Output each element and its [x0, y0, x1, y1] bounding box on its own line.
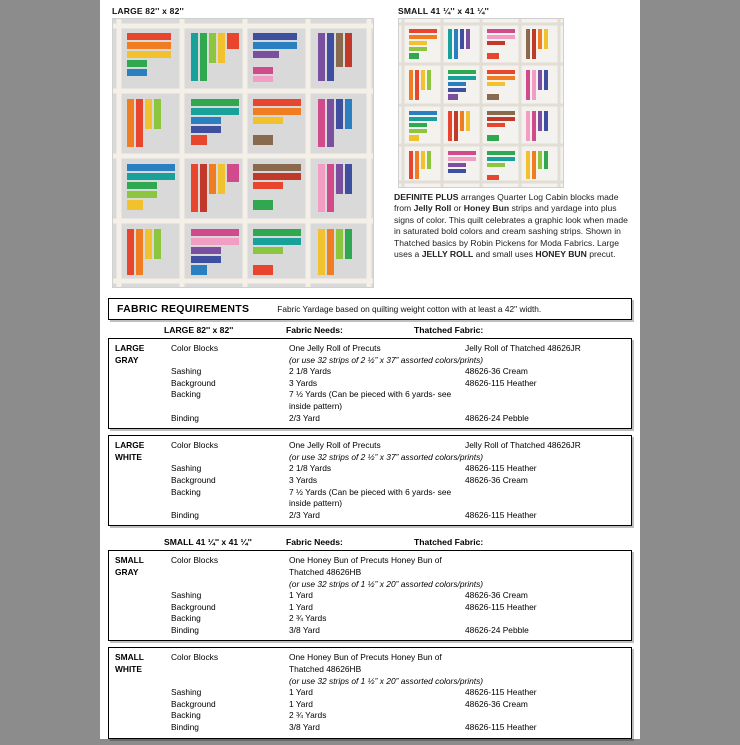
large-thatched-label: Thatched Fabric: — [414, 325, 484, 335]
row-thatched: 48626-36 Cream — [465, 590, 528, 601]
row-label: Sashing — [171, 687, 202, 698]
list-item — [171, 389, 631, 412]
spacer — [108, 537, 164, 547]
description-bold-2: Honey Bun — [463, 203, 510, 214]
table-row — [109, 555, 631, 636]
row-amount: 2/3 Yard — [289, 412, 320, 423]
row-amount: 2 ¾ Yards — [289, 613, 327, 624]
row-thatched: 48626-115 Heather — [465, 509, 537, 520]
row-note: (or use 32 strips of 2 ½” x 37” assorted colors/prints) — [289, 354, 484, 365]
row-amount: One Honey Bun of Precuts Honey Bun of Thatched 48626HB — [289, 555, 442, 577]
row-label: Binding — [171, 624, 199, 635]
small-white-block — [108, 647, 632, 738]
large-white-name — [109, 440, 171, 521]
large-size-label: LARGE 82'' x 82'' — [164, 325, 234, 335]
list-item — [171, 440, 631, 452]
large-section-header — [108, 320, 632, 338]
fabric-requirements-header — [108, 298, 632, 320]
row-amount: One Jelly Roll of Precuts — [289, 343, 381, 353]
small-quilt-image — [398, 18, 564, 188]
list-item — [171, 555, 631, 578]
row-label: Sashing — [171, 366, 202, 377]
large-white-block — [108, 435, 632, 526]
row-thatched — [465, 487, 631, 510]
small-thatched-label: Thatched Fabric: — [414, 537, 484, 548]
row-label: Color Blocks — [171, 440, 219, 451]
spacer — [108, 325, 164, 335]
row-thatched: Jelly Roll of Thatched 48626JR — [465, 440, 581, 451]
row-thatched: 48626-115 Heather — [465, 722, 537, 733]
row-label: Backing — [171, 613, 201, 624]
block-name-line2: WHITE — [115, 451, 142, 462]
large-white-items — [171, 440, 631, 521]
block-name-line1: SMALL — [115, 555, 144, 566]
small-section-header — [108, 532, 632, 550]
description-text-3: strips and yardage into plus signs of color. This quilt celebrates a graphic look when made in saturated bold colors and cream sashing strips. Shown in Thatched basics by Robin Pickens for Moda Fabrics. Large uses a — [394, 203, 628, 260]
table-row — [109, 652, 631, 733]
row-amount: 2 1/8 Yards — [289, 463, 332, 474]
row-thatched — [465, 710, 631, 722]
row-thatched: 48626-36 Cream — [465, 366, 528, 377]
row-amount: 7 ½ Yards (Can be pieced with 6 yards- see inside pattern) — [289, 389, 452, 411]
fabric-requirements-title: FABRIC REQUIREMENTS — [117, 303, 250, 315]
table-row — [109, 343, 631, 424]
row-amount: 1 Yard — [289, 698, 313, 709]
small-gray-items — [171, 555, 631, 636]
row-label: Background — [171, 601, 216, 612]
small-gray-name — [109, 555, 171, 636]
row-thatched: 48626-36 Cream — [465, 698, 528, 709]
row-thatched: 48626-115 Heather — [465, 463, 537, 474]
block-name-line1: LARGE — [115, 440, 145, 451]
row-thatched: Jelly Roll of Thatched 48626JR — [465, 343, 581, 353]
description-lead: DEFINITE PLUS — [394, 192, 459, 202]
description-text-5: precut. — [586, 249, 616, 260]
small-size-label: SMALL 41 ¼'' x 41 ¼'' — [164, 537, 252, 548]
row-amount: 2 1/8 Yards — [289, 366, 332, 377]
pattern-page — [100, 0, 640, 739]
row-thatched: 48626-115 Heather — [465, 687, 537, 698]
list-item — [171, 602, 631, 614]
large-quilt-image — [112, 18, 374, 288]
list-item — [171, 687, 631, 699]
block-name-line1: SMALL — [115, 652, 144, 663]
row-label: Binding — [171, 412, 199, 423]
list-item — [171, 710, 631, 722]
small-white-items — [171, 652, 631, 733]
large-gray-block — [108, 338, 632, 429]
block-name-line1: LARGE — [115, 343, 145, 353]
block-name-line2: GRAY — [115, 566, 139, 577]
row-amount: 2/3 Yard — [289, 509, 320, 520]
fabric-requirements-subtitle: Fabric Yardage based on quilting weight cotton with at least a 42'' width. — [277, 304, 542, 314]
small-quilt-svg — [399, 19, 563, 187]
list-item — [171, 475, 631, 487]
row-label: Binding — [171, 509, 199, 520]
pattern-description — [394, 192, 634, 260]
fabric-requirements-section — [108, 298, 632, 745]
description-text-4: and small uses — [473, 249, 536, 260]
row-amount: 7 ½ Yards (Can be pieced with 6 yards- see inside pattern) — [289, 486, 452, 509]
list-item — [171, 378, 631, 390]
row-label: Background — [171, 377, 216, 388]
large-quilt-svg — [113, 19, 373, 287]
row-label: Backing — [171, 710, 201, 721]
row-amount: One Jelly Roll of Precuts — [289, 440, 381, 451]
list-item — [171, 343, 631, 355]
row-thatched — [465, 555, 631, 578]
list-item — [171, 510, 631, 522]
list-item — [171, 487, 631, 510]
row-amount: 3 Yards — [289, 474, 318, 485]
row-thatched: 48626-24 Pebble — [465, 412, 529, 423]
row-label: Color Blocks — [171, 555, 219, 566]
list-item — [171, 625, 631, 637]
row-note: (or use 32 strips of 1 ½” x 20” assorted colors/prints) — [289, 578, 484, 589]
row-thatched — [465, 652, 631, 675]
list-item — [171, 652, 631, 675]
large-needs-label: Fabric Needs: — [286, 325, 343, 335]
block-name-line2: WHITE — [115, 664, 142, 675]
description-bold-1: Jelly Roll — [413, 203, 452, 214]
row-label: Background — [171, 698, 216, 709]
row-amount: 2 ¾ Yards — [289, 710, 327, 721]
row-note: (or use 32 strips of 1 ½” x 20” assorted colors/prints) — [289, 675, 484, 686]
description-bold-3: JELLY ROLL — [421, 249, 474, 260]
row-label: Binding — [171, 722, 199, 733]
row-thatched: 48626-36 Cream — [465, 474, 528, 485]
row-thatched: 48626-24 Pebble — [465, 624, 529, 635]
row-thatched — [465, 613, 631, 625]
row-amount: 1 Yard — [289, 590, 313, 601]
row-amount: 3/8 Yard — [289, 624, 320, 635]
quilt-illustrations — [100, 0, 640, 295]
list-item — [171, 366, 631, 378]
row-amount: 3/8 Yard — [289, 722, 320, 733]
row-thatched: 48626-115 Heather — [465, 377, 537, 388]
row-label: Color Blocks — [171, 652, 219, 663]
list-item — [171, 699, 631, 711]
row-amount: 1 Yard — [289, 601, 313, 612]
small-white-name — [109, 652, 171, 733]
list-item — [171, 722, 631, 734]
large-quilt-label: LARGE 82'' x 82'' — [112, 6, 184, 16]
list-item — [171, 590, 631, 602]
small-gray-block — [108, 550, 632, 641]
large-gray-items — [171, 343, 631, 424]
large-gray-name — [109, 343, 171, 424]
list-item — [171, 413, 631, 425]
row-label: Color Blocks — [171, 343, 219, 353]
description-text-2: or — [451, 203, 464, 214]
list-item — [171, 463, 631, 475]
description-text-1: arranges Quarter Log Cabin blocks made from — [394, 192, 619, 214]
row-label: Background — [171, 474, 216, 485]
row-amount: 3 Yards — [289, 377, 318, 388]
row-thatched — [465, 389, 631, 412]
description-bold-4: HONEY BUN — [535, 249, 587, 260]
row-note: (or use 32 strips of 2 ½” x 37” assorted colors/prints) — [289, 451, 484, 462]
small-quilt-label: SMALL 41 ¼'' x 41 ¼'' — [398, 6, 490, 16]
small-needs-label: Fabric Needs: — [286, 537, 343, 548]
row-label: Backing — [171, 486, 201, 497]
table-row — [109, 440, 631, 521]
row-label: Sashing — [171, 463, 202, 474]
list-item — [171, 613, 631, 625]
row-label: Backing — [171, 389, 201, 400]
row-label: Sashing — [171, 590, 202, 601]
row-thatched: 48626-115 Heather — [465, 601, 537, 612]
block-name-line2: GRAY — [115, 354, 139, 365]
row-amount: 1 Yard — [289, 687, 313, 698]
row-amount: One Honey Bun of Precuts Honey Bun of Thatched 48626HB — [289, 652, 442, 675]
